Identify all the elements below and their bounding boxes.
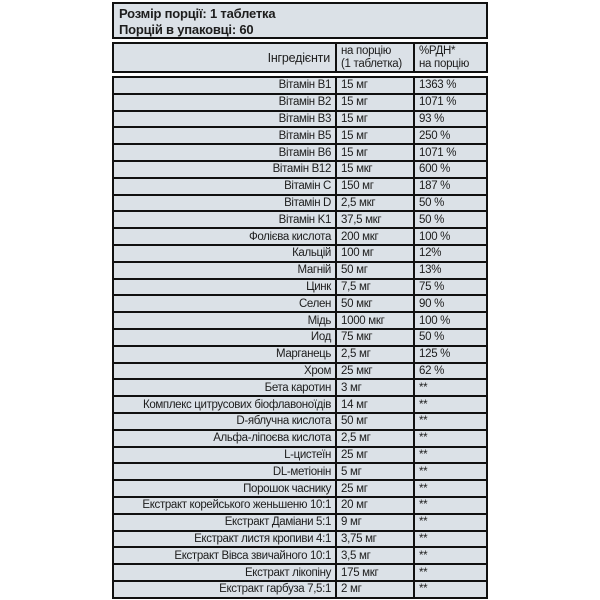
- table-row: [114, 296, 486, 313]
- table-row: [114, 431, 486, 448]
- serving-info-box: [112, 2, 488, 39]
- ingredient-name: Екстракт Даміани 5:1: [114, 515, 337, 530]
- ingredient-rdn: 50 %: [419, 213, 445, 226]
- ingredient-name: Вітамін D: [114, 196, 337, 211]
- ingredient-amount: 3 мг: [337, 380, 415, 395]
- ingredient-name: Мідь: [114, 313, 337, 328]
- ingredient-rdn: 90 %: [419, 297, 445, 310]
- ingredient-amount: 175 мкг: [337, 565, 415, 580]
- ingredient-rdn: **: [419, 566, 428, 579]
- table-row: [114, 162, 486, 179]
- ingredient-amount: 9 мг: [337, 515, 415, 530]
- ingredient-amount: 37,5 мкг: [337, 212, 415, 227]
- ingredient-rdn: 1071 %: [419, 96, 457, 109]
- servings-per-pack-line: Порцій в упаковці: 60: [119, 21, 254, 37]
- ingredient-name: Екстракт листя кропиви 4:1: [114, 532, 337, 547]
- ingredient-amount: 75 мкг: [337, 330, 415, 345]
- ingredient-amount: 15 мкг: [337, 162, 415, 177]
- ingredient-rdn: 50 %: [419, 196, 445, 209]
- ingredient-rdn: **: [419, 381, 428, 394]
- supplement-facts-panel: [112, 2, 488, 599]
- serving-size-line: Розмір порції: 1 таблетка: [119, 6, 276, 21]
- ingredient-rdn: **: [419, 482, 428, 495]
- ingredient-name: L-цистеїн: [114, 448, 337, 463]
- ingredient-amount: 5 мг: [337, 464, 415, 479]
- table-row: [114, 313, 486, 330]
- table-row: [114, 481, 486, 498]
- table-row: [114, 548, 486, 565]
- ingredient-amount: 200 мкг: [337, 229, 415, 244]
- ingredient-amount: 2 мг: [337, 582, 415, 597]
- ingredient-name: Бета каротин: [114, 380, 337, 395]
- ingredient-name: Вітамін B1: [114, 78, 337, 93]
- table-row: [114, 95, 486, 112]
- ingredient-name: Вітамін K1: [114, 212, 337, 227]
- ingredient-amount: 15 мг: [337, 128, 415, 143]
- ingredient-name: D-яблучна кислота: [114, 414, 337, 429]
- table-row: [114, 212, 486, 229]
- rdn-column-header: [415, 44, 486, 71]
- ingredient-name: Екстракт корейського женьшеню 10:1: [114, 498, 337, 513]
- ingredient-amount: 15 мг: [337, 95, 415, 110]
- ingredient-amount: 3,75 мг: [337, 532, 415, 547]
- amount-column-header: [337, 44, 415, 71]
- table-row: [114, 515, 486, 532]
- table-row: [114, 464, 486, 481]
- ingredient-name: Екстракт Вівса звичайного 10:1: [114, 548, 337, 563]
- ingredient-rdn: 13%: [419, 264, 442, 277]
- ingredient-name: Комплекс цитрусових біофлавоноїдів: [114, 397, 337, 412]
- table-row: [114, 196, 486, 213]
- ingredient-name: Магній: [114, 263, 337, 278]
- ingredient-rdn: 12%: [419, 247, 442, 260]
- ingredient-rdn: 93 %: [419, 112, 445, 125]
- ingredient-name: Порошок часнику: [114, 481, 337, 496]
- ingredient-rdn: **: [419, 448, 428, 461]
- ingredient-rdn: 1363 %: [419, 79, 457, 92]
- ingredient-amount: 150 мг: [337, 179, 415, 194]
- ingredient-rdn: **: [419, 532, 428, 545]
- ingredient-rdn: **: [419, 465, 428, 478]
- ingredient-amount: 1000 мкг: [337, 313, 415, 328]
- ingredient-amount: 15 мг: [337, 112, 415, 127]
- ingredient-rdn: **: [419, 549, 428, 562]
- amount-column-header-line2: (1 таблетка): [341, 58, 402, 70]
- ingredient-amount: 25 мг: [337, 481, 415, 496]
- ingredient-amount: 50 мг: [337, 414, 415, 429]
- ingredient-amount: 14 мг: [337, 397, 415, 412]
- table-row: [114, 380, 486, 397]
- table-row: [114, 112, 486, 129]
- ingredient-amount: 2,5 мг: [337, 347, 415, 362]
- table-row: [114, 582, 486, 597]
- table-row: [114, 145, 486, 162]
- rdn-column-header-line1: %РДН*: [419, 45, 456, 57]
- ingredient-amount: 15 мг: [337, 78, 415, 93]
- ingredient-amount: 25 мг: [337, 448, 415, 463]
- ingredient-name: DL-метіонін: [114, 464, 337, 479]
- table-row: [114, 330, 486, 347]
- table-column-header-row: [112, 42, 488, 73]
- table-row: [114, 532, 486, 549]
- ingredient-name: Иод: [114, 330, 337, 345]
- ingredient-name: Вітамін B6: [114, 145, 337, 160]
- ingredient-name: Кальцій: [114, 246, 337, 261]
- ingredient-amount: 3,5 мг: [337, 548, 415, 563]
- ingredient-name: Екстракт лікопіну: [114, 565, 337, 580]
- ingredient-name: Вітамін B3: [114, 112, 337, 127]
- ingredient-name: Вітамін B12: [114, 162, 337, 177]
- ingredient-rdn: 187 %: [419, 180, 451, 193]
- ingredient-amount: 20 мг: [337, 498, 415, 513]
- amount-column-header-line1: на порцію: [341, 45, 392, 57]
- ingredient-rdn: 100 %: [419, 314, 451, 327]
- ingredient-rdn: **: [419, 415, 428, 428]
- ingredient-rdn: 100 %: [419, 230, 451, 243]
- ingredient-amount: 2,5 мг: [337, 431, 415, 446]
- ingredient-rdn: **: [419, 398, 428, 411]
- ingredient-amount: 7,5 мг: [337, 280, 415, 295]
- ingredient-amount: 50 мкг: [337, 296, 415, 311]
- ingredient-rdn: 250 %: [419, 129, 451, 142]
- ingredient-name: Екстракт гарбуза 7,5:1: [114, 582, 337, 597]
- ingredient-name: Вітамін B2: [114, 95, 337, 110]
- table-row: [114, 414, 486, 431]
- ingredient-name: Селен: [114, 296, 337, 311]
- ingredient-rdn: 1071 %: [419, 146, 457, 159]
- ingredient-name: Вітамін B5: [114, 128, 337, 143]
- ingredient-rdn: **: [419, 432, 428, 445]
- table-row: [114, 565, 486, 582]
- table-row: [114, 397, 486, 414]
- table-row: [114, 78, 486, 95]
- ingredient-amount: 100 мг: [337, 246, 415, 261]
- ingredient-name: Альфа-ліпоєва кислота: [114, 431, 337, 446]
- table-row: [114, 128, 486, 145]
- ingredient-amount: 25 мкг: [337, 364, 415, 379]
- table-row: [114, 498, 486, 515]
- table-row: [114, 229, 486, 246]
- ingredient-name: Фолієва кислота: [114, 229, 337, 244]
- table-row: [114, 364, 486, 381]
- table-row: [114, 179, 486, 196]
- table-row: [114, 448, 486, 465]
- ingredient-rdn: 75 %: [419, 280, 445, 293]
- ingredient-rdn: 62 %: [419, 364, 445, 377]
- ingredient-rdn: **: [419, 516, 428, 529]
- ingredient-name: Хром: [114, 364, 337, 379]
- ingredient-amount: 15 мг: [337, 145, 415, 160]
- ingredient-amount: 2,5 мкг: [337, 196, 415, 211]
- ingredient-name: Марганець: [114, 347, 337, 362]
- rdn-column-header-line2: на порцію: [419, 58, 470, 70]
- ingredient-name: Цинк: [114, 280, 337, 295]
- table-row: [114, 280, 486, 297]
- table-row: [114, 347, 486, 364]
- table-row: [114, 263, 486, 280]
- ingredient-rdn: 125 %: [419, 348, 451, 361]
- ingredient-rdn: 600 %: [419, 163, 451, 176]
- ingredient-rdn: 50 %: [419, 331, 445, 344]
- ingredients-table: [112, 76, 488, 599]
- table-row: [114, 246, 486, 263]
- ingredients-column-header: Інгредієнти: [114, 44, 337, 71]
- ingredient-rdn: **: [419, 583, 428, 596]
- ingredient-rdn: **: [419, 499, 428, 512]
- ingredient-amount: 50 мг: [337, 263, 415, 278]
- ingredient-name: Вітамін C: [114, 179, 337, 194]
